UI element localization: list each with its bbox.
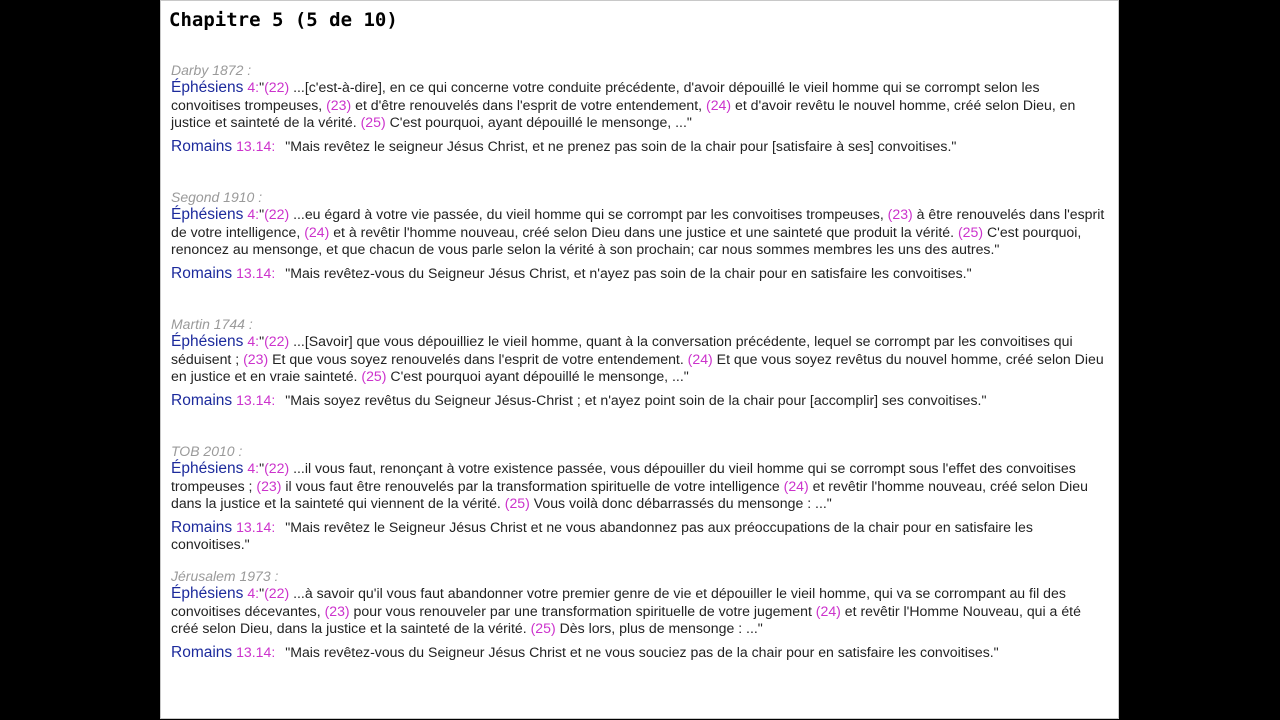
verse-number: (23) xyxy=(256,477,282,494)
book-name: Romains xyxy=(171,643,233,661)
romans-passage xyxy=(171,519,1111,554)
verse-number: (22) xyxy=(264,460,290,476)
version-label: TOB 2010 : xyxy=(171,443,243,459)
verse-text: ...[c'est-à-dire], en ce qui concerne votre conduite précédente, d'avoir dépouillé le vieil homme qui se corrompt selon les convoitises trompeuses, xyxy=(171,79,1040,113)
verse-number: (24) xyxy=(304,223,330,240)
verse-number: (25) xyxy=(504,495,530,511)
verse-text: ...il vous faut, renonçant à votre existence passée, vous dépouiller du vieil homme qui se corrompt sous l'effet des convoitises trompeuses ; xyxy=(171,460,1076,494)
verse-text: et revêtir l'Homme Nouveau, qui a été créé selon Dieu, dans la justice et la sainteté de la vérité. xyxy=(171,602,1081,636)
verse-text: ...[Savoir] que vous dépouilliez le vieil homme, quant à la conversation précédente, lequel se corrompt par les convoitises qui séduisent ; xyxy=(171,333,1073,367)
verse-number: (22) xyxy=(264,333,290,349)
version-block-segond xyxy=(171,188,1111,282)
verse-number: (23) xyxy=(887,206,913,222)
verse-text: Et que vous soyez renouvelés dans l'esprit de votre entendement. xyxy=(268,350,688,367)
verse-text: Et que vous soyez revêtus du nouvel homme, créé selon Dieu en justice et en vraie sainteté. xyxy=(171,350,1104,384)
verse-number: (22) xyxy=(264,79,290,95)
verse-text: "Mais revêtez le Seigneur Jésus Christ et ne vous abandonnez pas aux préoccupations de la chair pour en satisfaire les convoitises." xyxy=(171,518,1033,552)
version-block-jerusalem xyxy=(171,567,1111,661)
verse-text: "Mais soyez revêtus du Seigneur Jésus-Christ ; et n'ayez point soin de la chair pour [accomplir] ses convoitises." xyxy=(281,391,987,408)
book-name: Éphésiens xyxy=(171,79,244,96)
version-label: Segond 1910 : xyxy=(171,189,263,205)
verse-text: C'est pourquoi, ayant dépouillé le mensonge, ..." xyxy=(385,114,692,130)
chapter-ref: 4: xyxy=(247,585,260,601)
verse-number: (24) xyxy=(706,96,732,113)
verse-text: Dès lors, plus de mensonge : ..." xyxy=(555,620,763,636)
open-quote: " xyxy=(259,333,265,349)
ephesians-passage xyxy=(171,79,1111,132)
verse-number: (23) xyxy=(324,602,350,619)
book-name: Romains xyxy=(171,518,233,536)
verse-text: "Mais revêtez le seigneur Jésus Christ, et ne prenez pas soin de la chair pour [satisfaire à ses] convoitises." xyxy=(281,137,957,154)
verse-number: (25) xyxy=(957,223,984,240)
ephesians-passage xyxy=(171,206,1111,259)
chapter-ref: 13.14: xyxy=(236,264,276,281)
book-name: Éphésiens xyxy=(171,460,244,477)
ephesians-passage xyxy=(171,585,1111,638)
verse-number: (25) xyxy=(360,114,386,130)
verse-text: et à revêtir l'homme nouveau, créé selon Dieu dans une justice et une sainteté que produit la vérité. xyxy=(329,223,958,240)
chapter-ref: 13.14: xyxy=(236,391,276,408)
open-quote: " xyxy=(259,460,265,476)
chapter-ref: 13.14: xyxy=(236,518,276,535)
verse-number: (24) xyxy=(687,350,713,367)
version-label: Martin 1744 : xyxy=(171,316,253,332)
romans-passage xyxy=(171,644,1111,662)
verse-text: et d'avoir revêtu le nouvel homme, créé selon Dieu, en justice et sainteté de la vérité. xyxy=(171,96,1076,130)
book-name: Éphésiens xyxy=(171,206,244,223)
version-block-darby xyxy=(171,61,1111,155)
verse-text: C'est pourquoi, renoncez au mensonge, et que chacun de vous parle selon la vérité à son prochain; car nous sommes membres les uns des autres." xyxy=(171,223,1082,257)
open-quote: " xyxy=(259,206,265,222)
open-quote: " xyxy=(259,585,265,601)
document-page xyxy=(160,0,1119,719)
verse-text: et d'être renouvelés dans l'esprit de votre entendement, xyxy=(351,96,706,113)
version-label: Jérusalem 1973 : xyxy=(171,568,279,584)
romans-passage xyxy=(171,265,1111,283)
chapter-ref: 4: xyxy=(247,460,260,476)
chapter-ref: 13.14: xyxy=(236,643,276,660)
verse-text: C'est pourquoi ayant dépouillé le mensonge, ..." xyxy=(386,368,689,384)
book-name: Éphésiens xyxy=(171,333,244,350)
chapter-ref: 4: xyxy=(247,333,260,349)
book-name: Romains xyxy=(171,391,233,409)
chapter-ref: 13.14: xyxy=(236,137,276,154)
romans-passage xyxy=(171,392,1111,410)
chapter-ref: 4: xyxy=(247,79,260,95)
open-quote: " xyxy=(259,79,265,95)
verse-text: pour vous renouveler par une transformation spirituelle de votre jugement xyxy=(349,602,816,619)
verse-text: "Mais revêtez-vous du Seigneur Jésus Christ et ne vous souciez pas de la chair pour en satisfaire les convoitises." xyxy=(281,643,999,660)
verse-number: (22) xyxy=(264,206,290,222)
verse-number: (23) xyxy=(326,96,352,113)
romans-passage xyxy=(171,138,1111,156)
verse-number: (25) xyxy=(530,620,556,636)
version-block-martin xyxy=(171,315,1111,409)
verse-number: (23) xyxy=(243,350,269,367)
verse-text: ...eu égard à votre vie passée, du vieil homme qui se corrompt par les convoitises trompeuses, xyxy=(289,206,888,222)
verse-text: à être renouvelés dans l'esprit de votre intelligence, xyxy=(171,206,1105,240)
verse-number: (24) xyxy=(815,602,841,619)
verse-number: (25) xyxy=(361,368,387,384)
verse-text: il vous faut être renouvelés par la transformation spirituelle de votre intelligence xyxy=(281,477,784,494)
version-block-tob xyxy=(171,442,1111,554)
book-name: Éphésiens xyxy=(171,585,244,602)
verse-text: "Mais revêtez-vous du Seigneur Jésus Christ, et n'ayez pas soin de la chair pour en satisfaire les convoitises." xyxy=(281,264,972,281)
verse-text: Vous voilà donc débarrassés du mensonge : ..." xyxy=(529,495,832,511)
verse-number: (24) xyxy=(783,477,809,494)
version-label: Darby 1872 : xyxy=(171,62,252,78)
chapter-ref: 4: xyxy=(247,206,260,222)
verse-text: ...à savoir qu'il vous faut abandonner votre premier genre de vie et dépouiller le vieil homme, qui va se corrompant au fil des convoitises décevantes, xyxy=(171,585,1066,619)
verse-number: (22) xyxy=(264,585,290,601)
ephesians-passage xyxy=(171,460,1111,513)
book-name: Romains xyxy=(171,137,233,155)
ephesians-passage xyxy=(171,333,1111,386)
book-name: Romains xyxy=(171,264,233,282)
verse-text: et revêtir l'homme nouveau, créé selon Dieu dans la justice et la sainteté qui viennent de la vérité. xyxy=(171,477,1088,511)
chapter-title: Chapitre 5 (5 de 10) xyxy=(169,9,398,31)
